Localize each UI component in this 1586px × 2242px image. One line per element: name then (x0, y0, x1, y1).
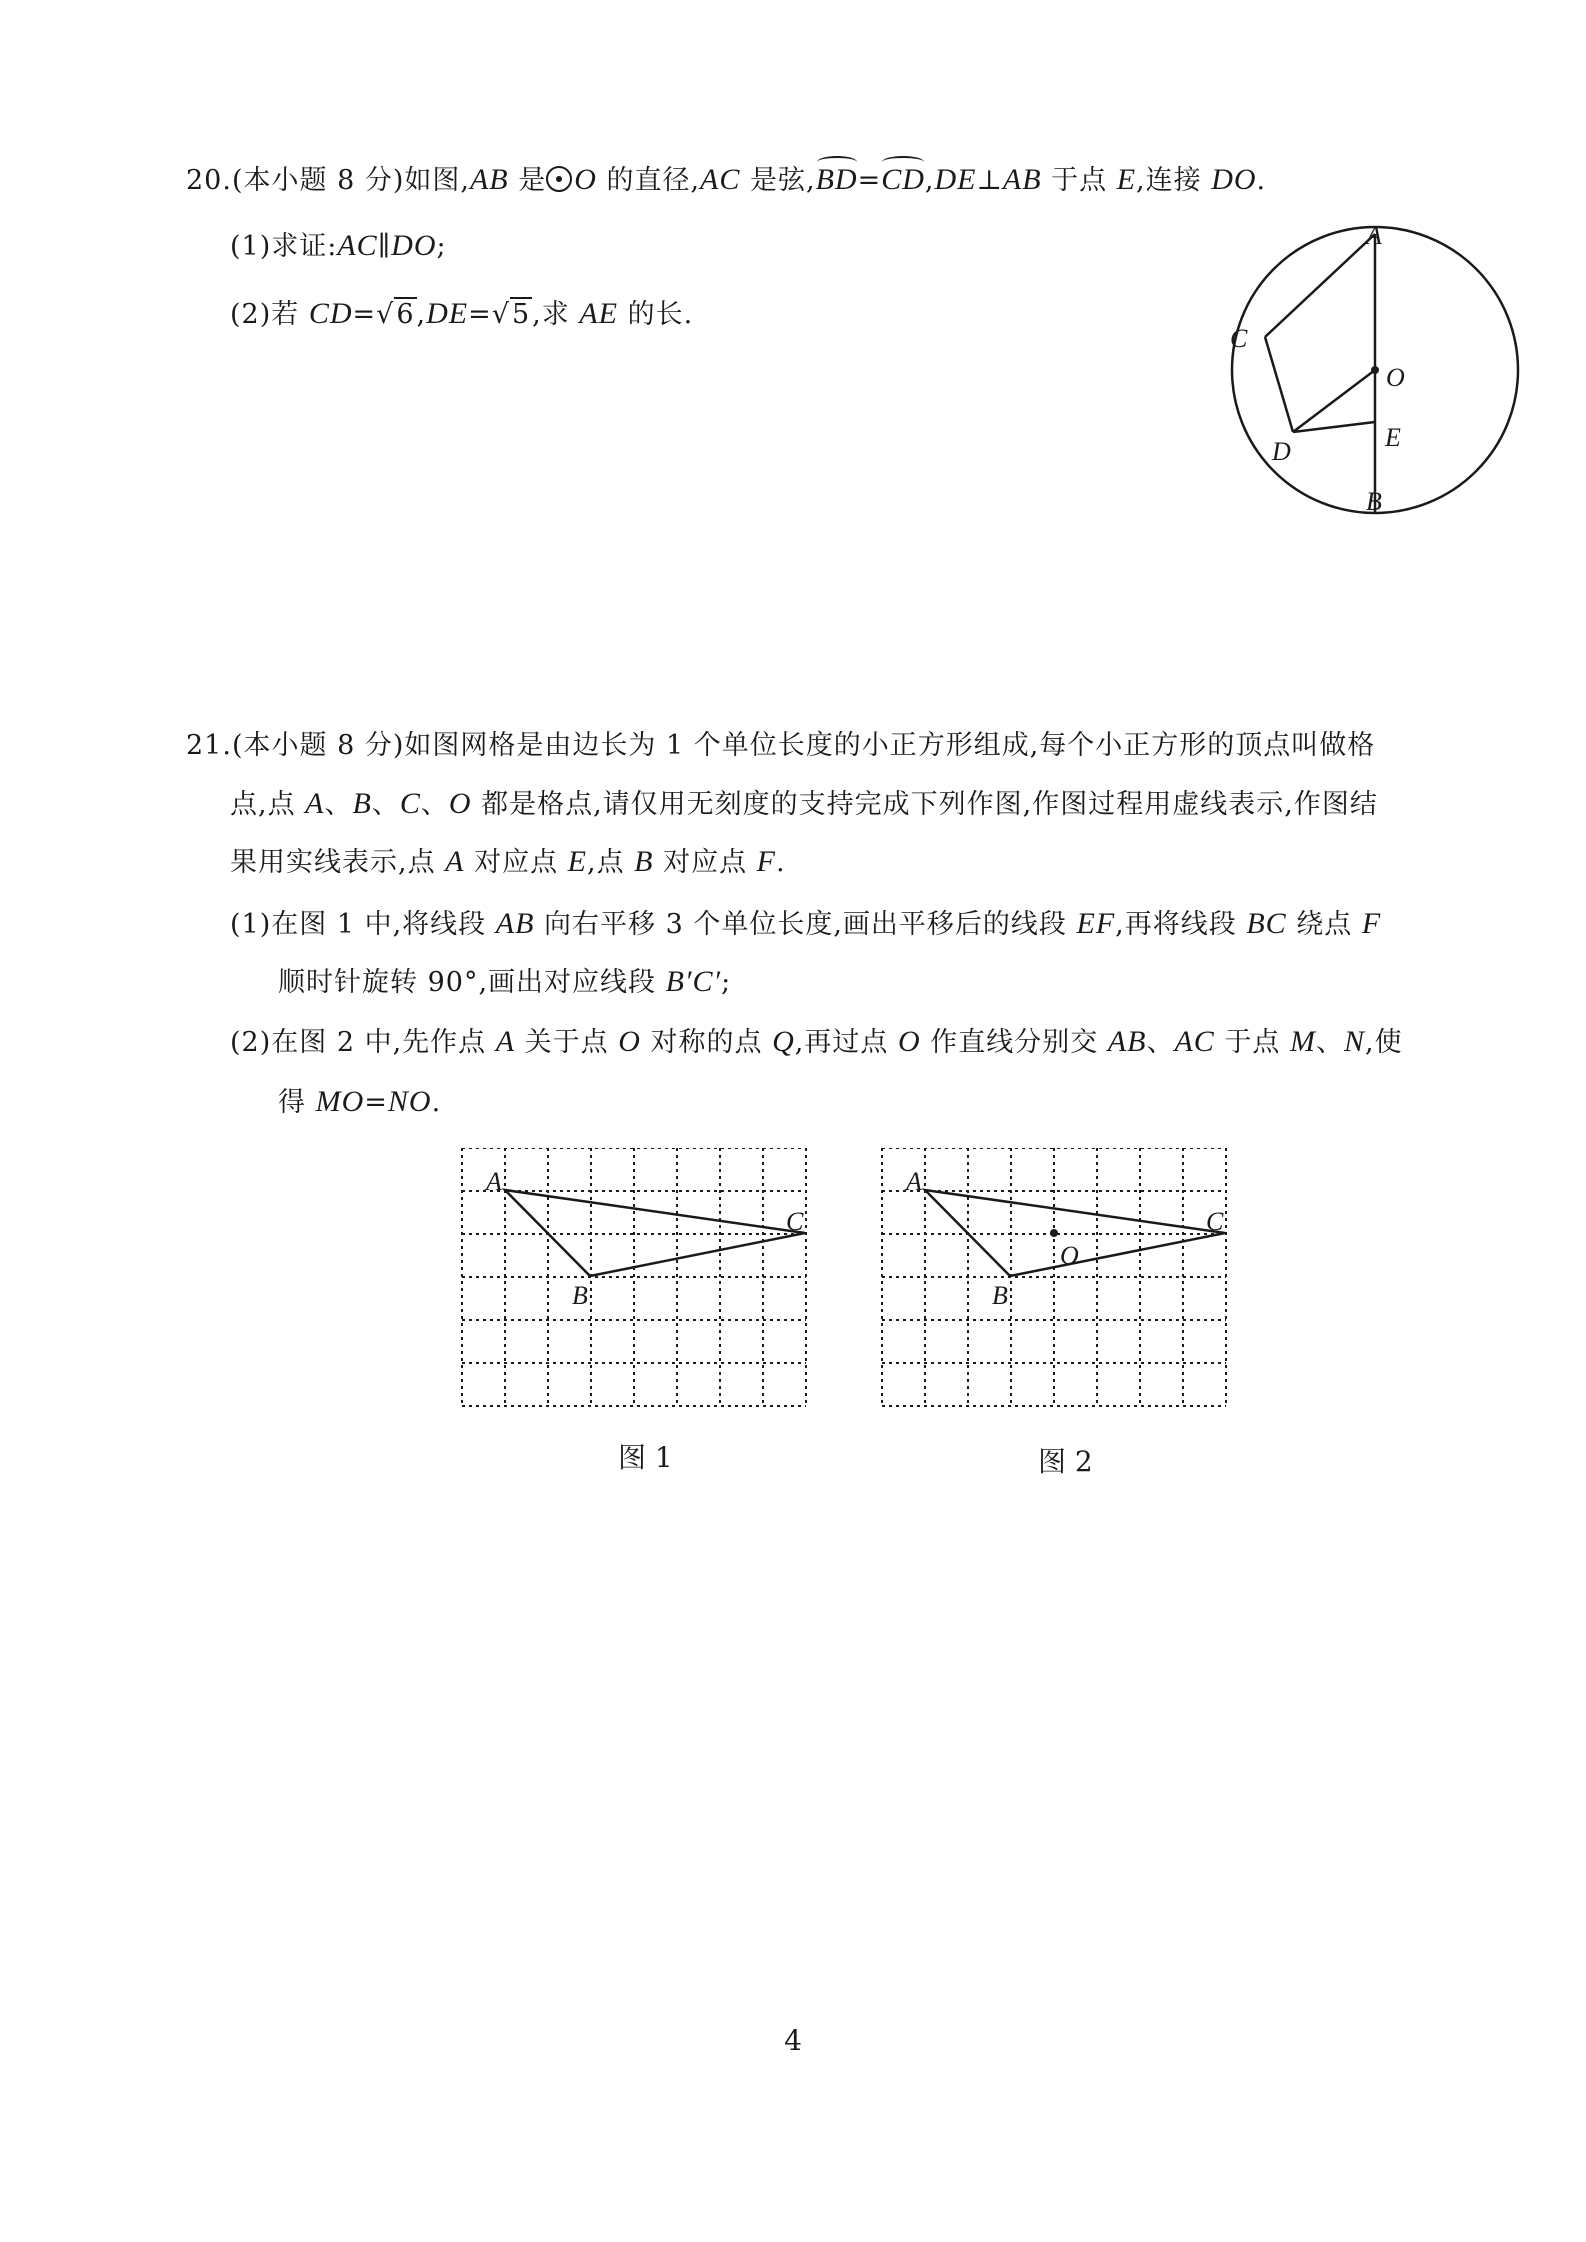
label-e: E (1385, 423, 1401, 452)
q21-figure-1-grid (460, 1148, 820, 1418)
q21-part2-line2: 得 MO=NO. (278, 1085, 442, 1118)
label-c: C (1230, 324, 1248, 353)
arc-bd: BD (816, 160, 858, 200)
label-d: D (1272, 437, 1291, 466)
label-o: O (1060, 1241, 1079, 1270)
q20-circle-figure (1230, 220, 1550, 540)
label-a: A (486, 1167, 502, 1196)
label-o: O (1386, 363, 1405, 392)
label-a: A (1366, 221, 1382, 250)
label-c: C (1206, 1207, 1224, 1236)
label-c: C (786, 1207, 804, 1236)
label-b: B (1366, 487, 1382, 516)
label-b: B (572, 1281, 588, 1310)
figure-1-caption: 图 1 (618, 1441, 673, 1474)
q21-part1-line2: 顺时针旋转 90°,画出对应线段 B′C′; (278, 965, 732, 998)
q21-part1-line1: (1)在图 1 中,将线段 AB 向右平移 3 个单位长度,画出平移后的线段 EF,再将线段 BC 绕点 F (230, 907, 1382, 940)
q21-line2: 点,点 A、B、C、O 都是格点,请仅用无刻度的支持完成下列作图,作图过程用虚线表示,作图结 (230, 787, 1378, 820)
page-number: 4 (784, 2024, 802, 2057)
q21-line1: 21.(本小题 8 分)如图网格是由边长为 1 个单位长度的小正方形组成,每个小正方形的顶点叫做格 (186, 730, 1376, 761)
label-a: A (906, 1167, 922, 1196)
q21-part2-line1: (2)在图 2 中,先作点 A 关于点 O 对称的点 Q,再过点 O 作直线分别交 AB、AC 于点 M、N,使 (230, 1025, 1403, 1058)
q20-part1: (1)求证:AC∥DO; (230, 229, 447, 262)
dotted-grid (882, 1148, 1226, 1406)
sqrt-6: √6 (376, 299, 415, 330)
label-b: B (992, 1281, 1008, 1310)
q20-part2: (2)若 CD=√6,DE=√5,求 AE 的长. (230, 294, 693, 335)
chord-ac (1265, 234, 1375, 337)
q20-stem: 20.(本小题 8 分)如图,AB 是 O 的直径,AC 是弦,BD=CD,DE⊥AB 于点 E,连接 DO. (186, 160, 1266, 201)
q21-figure-2-grid (880, 1148, 1240, 1418)
circle-dot-symbol (546, 166, 572, 192)
center-point (1371, 366, 1379, 374)
arc-cd: CD (881, 160, 925, 200)
point-o (1050, 1229, 1058, 1237)
triangle-abc (505, 1190, 805, 1276)
chord-cd (1265, 337, 1293, 432)
figure-2-caption: 图 2 (1038, 1445, 1093, 1478)
q21-line3: 果用实线表示,点 A 对应点 E,点 B 对应点 F. (230, 845, 786, 878)
sqrt-5: √5 (491, 299, 531, 330)
dotted-grid (462, 1148, 806, 1406)
